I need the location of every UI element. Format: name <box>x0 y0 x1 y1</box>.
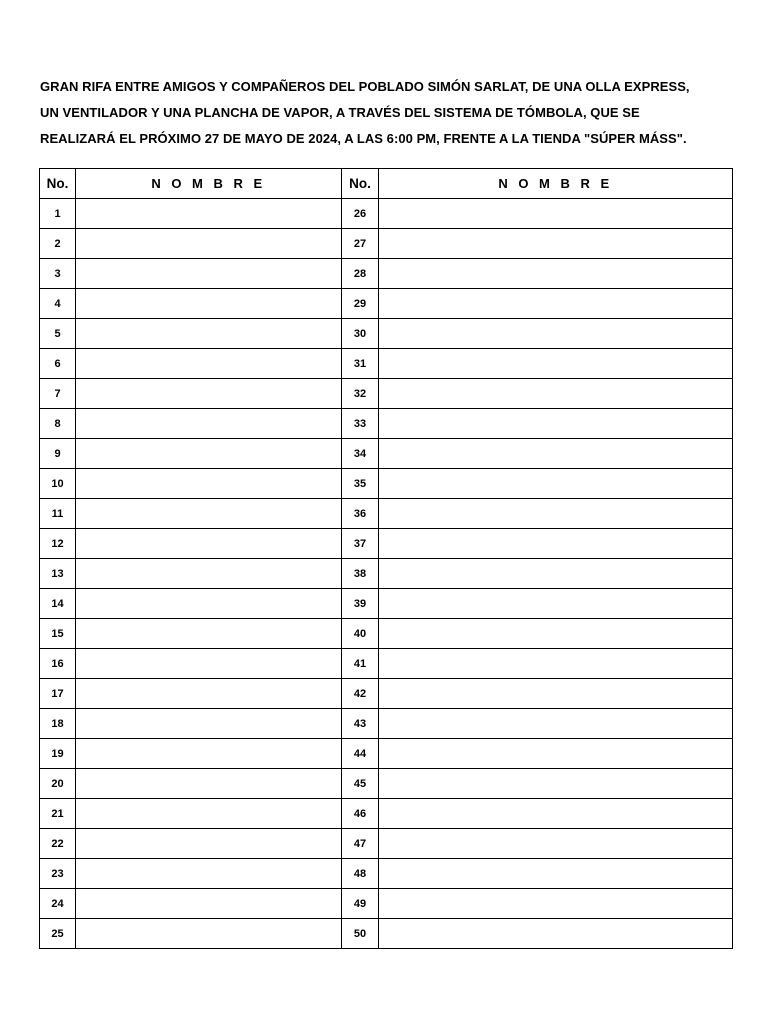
name-cell-left[interactable] <box>76 769 342 799</box>
row-number-right: 34 <box>342 439 379 469</box>
row-number-right: 29 <box>342 289 379 319</box>
name-cell-right[interactable] <box>379 799 733 829</box>
table-row <box>40 709 733 739</box>
header-name-left: N O M B R E <box>76 169 342 199</box>
name-cell-left[interactable] <box>76 439 342 469</box>
row-number-left: 25 <box>40 919 76 949</box>
row-number-left: 11 <box>40 499 76 529</box>
name-cell-right[interactable] <box>379 679 733 709</box>
row-number-left: 6 <box>40 349 76 379</box>
row-number-left: 15 <box>40 619 76 649</box>
name-cell-right[interactable] <box>379 649 733 679</box>
table-row <box>40 289 733 319</box>
row-number-right: 30 <box>342 319 379 349</box>
name-cell-right[interactable] <box>379 229 733 259</box>
row-number-left: 23 <box>40 859 76 889</box>
name-cell-right[interactable] <box>379 709 733 739</box>
name-cell-left[interactable] <box>76 799 342 829</box>
name-cell-left[interactable] <box>76 349 342 379</box>
name-cell-right[interactable] <box>379 349 733 379</box>
name-cell-right[interactable] <box>379 919 733 949</box>
name-cell-left[interactable] <box>76 379 342 409</box>
name-cell-left[interactable] <box>76 259 342 289</box>
row-number-right: 35 <box>342 469 379 499</box>
header-no-right: No. <box>342 169 379 199</box>
raffle-participants-table <box>39 168 733 949</box>
name-cell-right[interactable] <box>379 619 733 649</box>
name-cell-left[interactable] <box>76 529 342 559</box>
row-number-left: 4 <box>40 289 76 319</box>
row-number-right: 43 <box>342 709 379 739</box>
name-cell-left[interactable] <box>76 859 342 889</box>
table-row <box>40 829 733 859</box>
name-cell-right[interactable] <box>379 529 733 559</box>
row-number-right: 38 <box>342 559 379 589</box>
row-number-left: 18 <box>40 709 76 739</box>
table-row <box>40 319 733 349</box>
table-body <box>40 199 733 949</box>
table-row <box>40 229 733 259</box>
table-row <box>40 199 733 229</box>
name-cell-left[interactable] <box>76 559 342 589</box>
row-number-right: 37 <box>342 529 379 559</box>
name-cell-right[interactable] <box>379 739 733 769</box>
table-row <box>40 889 733 919</box>
table-row <box>40 259 733 289</box>
row-number-left: 13 <box>40 559 76 589</box>
table-row <box>40 589 733 619</box>
name-cell-left[interactable] <box>76 199 342 229</box>
name-cell-right[interactable] <box>379 319 733 349</box>
row-number-right: 36 <box>342 499 379 529</box>
name-cell-left[interactable] <box>76 289 342 319</box>
announcement-line-3: REALIZARÁ EL PRÓXIMO 27 DE MAYO DE 2024, A LAS 6:00 PM, FRENTE A LA TIENDA "SÚPER MÁSS". <box>40 131 687 146</box>
table-row <box>40 409 733 439</box>
row-number-left: 17 <box>40 679 76 709</box>
row-number-right: 33 <box>342 409 379 439</box>
row-number-right: 46 <box>342 799 379 829</box>
name-cell-left[interactable] <box>76 679 342 709</box>
announcement-line-2: UN VENTILADOR Y UNA PLANCHA DE VAPOR, A TRAVÉS DEL SISTEMA DE TÓMBOLA, QUE SE <box>40 105 640 120</box>
name-cell-right[interactable] <box>379 499 733 529</box>
name-cell-left[interactable] <box>76 229 342 259</box>
name-cell-right[interactable] <box>379 439 733 469</box>
table-row <box>40 469 733 499</box>
row-number-left: 19 <box>40 739 76 769</box>
name-cell-left[interactable] <box>76 649 342 679</box>
row-number-right: 40 <box>342 619 379 649</box>
row-number-right: 42 <box>342 679 379 709</box>
table-row <box>40 349 733 379</box>
name-cell-right[interactable] <box>379 589 733 619</box>
table-row <box>40 439 733 469</box>
row-number-left: 12 <box>40 529 76 559</box>
row-number-left: 14 <box>40 589 76 619</box>
row-number-right: 39 <box>342 589 379 619</box>
row-number-right: 31 <box>342 349 379 379</box>
row-number-left: 1 <box>40 199 76 229</box>
name-cell-right[interactable] <box>379 829 733 859</box>
table-row <box>40 619 733 649</box>
row-number-right: 27 <box>342 229 379 259</box>
row-number-right: 26 <box>342 199 379 229</box>
table-row <box>40 859 733 889</box>
name-cell-left[interactable] <box>76 889 342 919</box>
row-number-right: 49 <box>342 889 379 919</box>
name-cell-right[interactable] <box>379 199 733 229</box>
row-number-right: 48 <box>342 859 379 889</box>
table-row <box>40 529 733 559</box>
name-cell-left[interactable] <box>76 709 342 739</box>
table-row <box>40 799 733 829</box>
name-cell-right[interactable] <box>379 889 733 919</box>
table-row <box>40 499 733 529</box>
name-cell-right[interactable] <box>379 769 733 799</box>
name-cell-right[interactable] <box>379 409 733 439</box>
row-number-left: 21 <box>40 799 76 829</box>
name-cell-right[interactable] <box>379 289 733 319</box>
name-cell-left[interactable] <box>76 829 342 859</box>
name-cell-left[interactable] <box>76 469 342 499</box>
row-number-right: 45 <box>342 769 379 799</box>
row-number-left: 9 <box>40 439 76 469</box>
row-number-left: 5 <box>40 319 76 349</box>
table-row <box>40 379 733 409</box>
table-row <box>40 649 733 679</box>
row-number-left: 24 <box>40 889 76 919</box>
row-number-left: 3 <box>40 259 76 289</box>
name-cell-left[interactable] <box>76 319 342 349</box>
row-number-right: 28 <box>342 259 379 289</box>
table-row <box>40 559 733 589</box>
row-number-left: 7 <box>40 379 76 409</box>
row-number-right: 41 <box>342 649 379 679</box>
row-number-left: 10 <box>40 469 76 499</box>
table-row <box>40 769 733 799</box>
row-number-right: 44 <box>342 739 379 769</box>
name-cell-right[interactable] <box>379 469 733 499</box>
row-number-right: 32 <box>342 379 379 409</box>
table-row <box>40 679 733 709</box>
name-cell-left[interactable] <box>76 409 342 439</box>
name-cell-left[interactable] <box>76 589 342 619</box>
raffle-announcement <box>40 74 740 152</box>
row-number-left: 8 <box>40 409 76 439</box>
name-cell-left[interactable] <box>76 499 342 529</box>
row-number-left: 22 <box>40 829 76 859</box>
row-number-left: 16 <box>40 649 76 679</box>
name-cell-left[interactable] <box>76 619 342 649</box>
name-cell-right[interactable] <box>379 379 733 409</box>
header-name-right: N O M B R E <box>379 169 733 199</box>
row-number-right: 50 <box>342 919 379 949</box>
table-row <box>40 919 733 949</box>
row-number-right: 47 <box>342 829 379 859</box>
row-number-left: 20 <box>40 769 76 799</box>
name-cell-right[interactable] <box>379 259 733 289</box>
row-number-left: 2 <box>40 229 76 259</box>
header-no-left: No. <box>40 169 76 199</box>
name-cell-left[interactable] <box>76 919 342 949</box>
name-cell-left[interactable] <box>76 739 342 769</box>
name-cell-right[interactable] <box>379 559 733 589</box>
announcement-line-1: GRAN RIFA ENTRE AMIGOS Y COMPAÑEROS DEL POBLADO SIMÓN SARLAT, DE UNA OLLA EXPRESS, <box>40 79 690 94</box>
table-row <box>40 739 733 769</box>
name-cell-right[interactable] <box>379 859 733 889</box>
table-header-row <box>40 169 733 199</box>
